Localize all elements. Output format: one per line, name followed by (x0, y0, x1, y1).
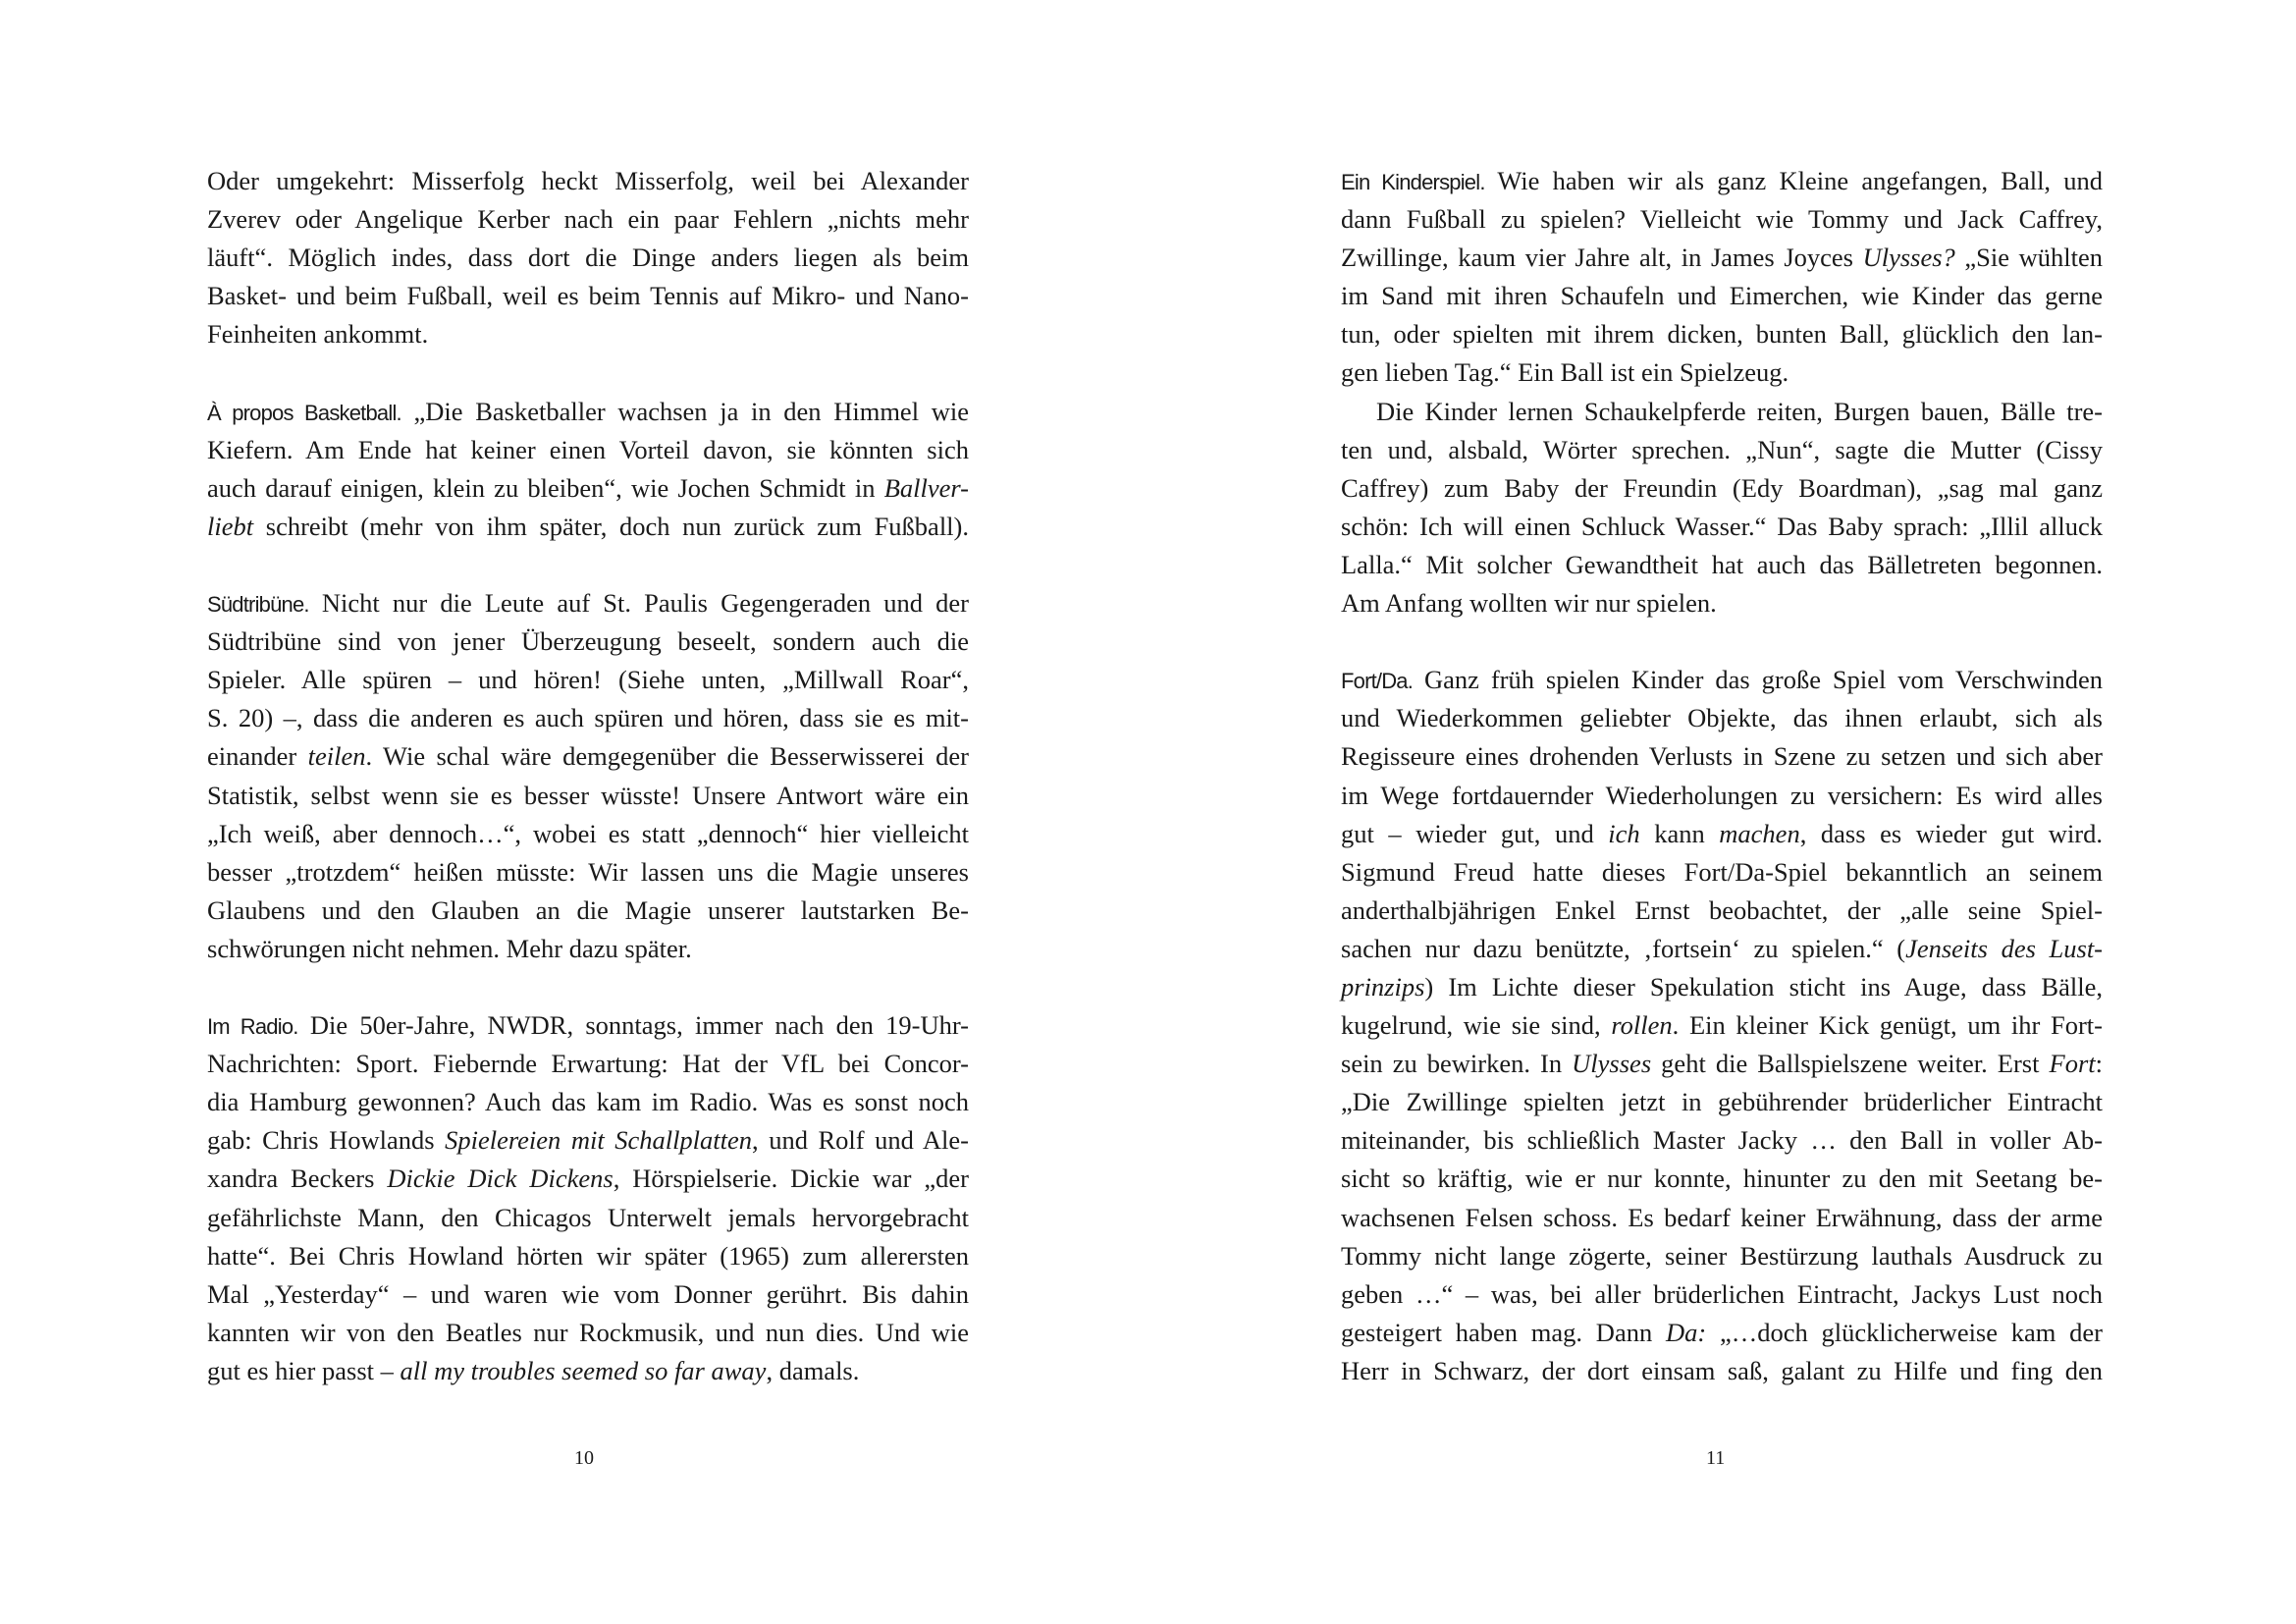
body-text: „Ich weiß, aber dennoch…“, wobei es statt „dennoch“ hier vielleicht (207, 818, 969, 848)
italic-text: rollen (1611, 1010, 1673, 1041)
section-heading: Ein Kinderspiel. (1341, 170, 1485, 194)
section-heading: Fort/Da. (1341, 669, 1414, 694)
text-line (1341, 1006, 2103, 1045)
body-text: , und Rolf und Ale- (752, 1125, 969, 1156)
body-text: ten und, alsbald, Wörter sprechen. „Nun“, sagte die Mutter (Cissy (1341, 434, 2103, 464)
text-line (207, 1314, 969, 1352)
body-text: sicht so kräftig, wie er nur konnte, hinunter zu den mit Seetang be- (1341, 1164, 2103, 1194)
text-line (207, 239, 969, 277)
text-line (1341, 508, 2103, 546)
body-text: gen lieben Tag.“ Ein Ball ist ein Spielzeug. (1341, 357, 1789, 388)
body-text: , dass es wieder gut wird. (1799, 818, 2104, 848)
body-text: Mal „Yesterday“ – und waren wie vom Donner gerührt. Bis dahin (207, 1278, 969, 1309)
text-line (1341, 699, 2103, 737)
body-text: tun, oder spielten mit ihrem dicken, bunten Ball, glücklich den lan- (1341, 319, 2103, 350)
body-text: sein zu bewirken. In (1341, 1049, 1573, 1079)
italic-text: machen (1719, 818, 1800, 848)
italic-text: all my troubles seemed so far away (400, 1355, 767, 1385)
body-text: Die Kinder lernen Schaukelpferde reiten, Burgen bauen, Bälle tre- (1376, 396, 2103, 426)
text-line (207, 1083, 969, 1121)
right-page-text (1341, 162, 2103, 1390)
body-text: Herr in Schwarz, der dort einsam saß, galant zu Hilfe und fing den (1341, 1355, 2103, 1385)
body-text: : (2095, 1049, 2104, 1079)
body-text: sachen nur dazu benützte, ‚fortsein‘ zu spielen.“ ( (1341, 933, 1906, 963)
body-text: „…doch glücklicherweise kam der (1706, 1317, 2103, 1347)
text-line (207, 1199, 969, 1237)
text-line (207, 1275, 969, 1314)
text-line (207, 1237, 969, 1275)
text-line (207, 162, 969, 200)
body-text: Ganz früh spielen Kinder das große Spiel vom Verschwinden (1413, 665, 2103, 695)
body-text: dia Hamburg gewonnen? Auch das kam im Radio. Was es sonst noch (207, 1087, 969, 1117)
text-line (207, 469, 969, 508)
text-line (207, 623, 969, 661)
text-line (207, 1160, 969, 1198)
text-line (1341, 1083, 2103, 1121)
text-line (207, 1121, 969, 1160)
body-text: kugelrund, wie sie sind, (1341, 1010, 1612, 1041)
body-text: einander (207, 741, 308, 772)
paragraph-gap (1341, 623, 2103, 661)
text-line (1341, 200, 2103, 239)
text-line (1341, 353, 2103, 392)
page-number-right: 11 (1706, 1447, 1726, 1469)
body-text: schwörungen nicht nehmen. Mehr dazu später. (207, 933, 692, 963)
body-text: schreibt (mehr von ihm später, doch nun zurück zum Fußball). (253, 511, 969, 541)
text-line (1341, 892, 2103, 930)
body-text: wachsenen Felsen schoss. Es bedarf keiner Erwähnung, dass der arme (1341, 1202, 2103, 1232)
italic-text: teilen (307, 741, 366, 772)
body-text: „Die Zwillinge spielten jetzt in gebührender brüderlicher Eintracht (1341, 1087, 2103, 1117)
body-text: Kiefern. Am Ende hat keiner einen Vorteil davon, sie könnten sich (207, 434, 969, 464)
text-line (207, 315, 969, 353)
body-text: kannten wir von den Beatles nur Rockmusik, und nun dies. Und wie (207, 1317, 969, 1347)
body-text: Glaubens und den Glauben an die Magie unserer lautstarken Be- (207, 894, 969, 925)
italic-text: Ballver- (883, 472, 969, 503)
body-text: läuft“. Möglich indes, dass dort die Dinge anders liegen als beim (207, 243, 969, 273)
body-text: gut es hier passt – (207, 1355, 400, 1385)
text-line (207, 277, 969, 315)
text-line (1341, 1160, 2103, 1198)
body-text: . Ein kleiner Kick genügt, um ihr Fort- (1672, 1010, 2103, 1041)
body-text: dann Fußball zu spielen? Vielleicht wie Tommy und Jack Caffrey, (1341, 204, 2103, 235)
text-line (207, 930, 969, 968)
text-line (1341, 930, 2103, 968)
body-text: Feinheiten ankommt. (207, 319, 429, 350)
section-heading: Südtribüne. (207, 592, 309, 618)
body-text: Nicht nur die Leute auf St. Paulis Gegengeraden und der (308, 588, 969, 619)
text-line (207, 699, 969, 737)
italic-text: Spielereien mit Schallplatten (445, 1125, 753, 1156)
text-line (207, 853, 969, 892)
body-text: Regisseure eines drohenden Verlusts in Szene zu setzen und sich aber (1341, 741, 2103, 772)
italic-text: Da: (1665, 1317, 1707, 1347)
section-heading: À propos Basketball. (207, 400, 401, 425)
body-text: Oder umgekehrt: Misserfolg heckt Misserfolg, weil bei Alexander (207, 166, 969, 195)
body-text: miteinander, bis schließlich Master Jacky … den Ball in voller Ab- (1341, 1125, 2103, 1156)
body-text: gefährlichste Mann, den Chicagos Unterwelt jemals hervorgebracht (207, 1202, 969, 1232)
body-text: , Hörspielserie. Dickie war „der (613, 1164, 969, 1194)
text-line (1341, 277, 2103, 315)
text-line (207, 1006, 969, 1045)
text-line (207, 1045, 969, 1083)
body-text: besser „trotzdem“ heißen müsste: Wir lassen uns die Magie unseres (207, 856, 969, 887)
body-text: Tommy nicht lange zögerte, seiner Bestürzung lauthals Ausdruck zu (1341, 1240, 2103, 1271)
italic-text: Ulysses? (1862, 243, 1955, 273)
text-line (1341, 968, 2103, 1006)
text-line (1341, 1199, 2103, 1237)
body-text: „Die Basketballer wachsen ja in den Himmel wie (400, 396, 969, 426)
text-line (1341, 853, 2103, 892)
body-text: Die 50er-Jahre, NWDR, sonntags, immer nach den 19-Uhr- (297, 1010, 969, 1041)
text-line (207, 393, 969, 431)
body-text: schön: Ich will einen Schluck Wasser.“ Das Baby sprach: „Illil alluck (1341, 511, 2103, 541)
text-line (207, 1352, 969, 1390)
text-line (1341, 1045, 2103, 1083)
text-line (1341, 1121, 2103, 1160)
body-text: Am Anfang wollten wir nur spielen. (1341, 588, 1717, 619)
italic-text: Dickie Dick Dickens (387, 1164, 614, 1194)
text-line (207, 815, 969, 853)
text-line (1341, 1275, 2103, 1314)
text-line (1341, 469, 2103, 508)
body-text: hatte“. Bei Chris Howland hörten wir später (1965) zum allerersten (207, 1240, 969, 1271)
body-text: und Wiederkommen geliebter Objekte, das ihnen erlaubt, sich als (1341, 703, 2103, 733)
body-text: auch darauf einigen, klein zu bleiben“, wie Jochen Schmidt in (207, 472, 884, 503)
body-text: Nachrichten: Sport. Fiebernde Erwartung: Hat der VfL bei Concor- (207, 1049, 969, 1079)
body-text: gut – wieder gut, und (1341, 818, 1609, 848)
body-text: Zverev oder Angelique Kerber nach ein paar Fehlern „nichts mehr (207, 204, 969, 235)
text-line (207, 892, 969, 930)
italic-text: Fort (2049, 1049, 2096, 1079)
body-text: Zwillinge, kaum vier Jahre alt, in James Joyces (1341, 243, 1863, 273)
body-text: geht die Ballspielszene weiter. Erst (1651, 1049, 2050, 1079)
text-line (1341, 1352, 2103, 1390)
body-text: geben …“ – was, bei aller brüderlichen Eintracht, Jackys Lust noch (1341, 1278, 2103, 1309)
body-text: Sigmund Freud hatte dieses Fort/Da-Spiel bekanntlich an seinem (1341, 856, 2103, 887)
body-text: im Sand mit ihren Schaufeln und Eimerchen, wie Kinder das gerne (1341, 281, 2103, 311)
italic-text: ich (1608, 818, 1640, 848)
text-line (1341, 815, 2103, 853)
body-text: gesteigert haben mag. Dann (1341, 1317, 1666, 1347)
body-text: Caffrey) zum Baby der Freundin (Edy Boardman), „sag mal ganz (1341, 472, 2103, 503)
text-line (1341, 239, 2103, 277)
body-text: ) Im Lichte dieser Spekulation sticht ins Auge, dass Bälle, (1424, 971, 2103, 1001)
text-line (207, 661, 969, 699)
page-number-left: 10 (574, 1447, 594, 1469)
body-text: Statistik, selbst wenn sie es besser wüsste! Unsere Antwort wäre ein (207, 780, 969, 810)
body-text: gab: Chris Howlands (207, 1125, 446, 1156)
text-line (1341, 315, 2103, 353)
text-line (207, 584, 969, 623)
text-line (1341, 431, 2103, 469)
italic-text: prinzips (1341, 971, 1425, 1001)
text-line (1341, 1237, 2103, 1275)
body-text: Lalla.“ Mit solcher Gewandtheit hat auch das Bälletreten begonnen. (1341, 549, 2103, 579)
body-text: Wie haben wir als ganz Kleine angefangen, Ball, und (1484, 166, 2104, 195)
body-text: Südtribüne sind von jener Überzeugung beseelt, sondern auch die (207, 626, 969, 657)
text-line (207, 431, 969, 469)
body-text: Basket- und beim Fußball, weil es beim Tennis auf Mikro- und Nano- (207, 281, 969, 311)
text-line (1341, 393, 2103, 431)
paragraph-gap (207, 353, 969, 392)
body-text: „Sie wühlten (1954, 243, 2103, 273)
text-line (207, 737, 969, 776)
italic-text: Ulysses (1572, 1049, 1652, 1079)
body-text: . Wie schal wäre demgegenüber die Besserwisserei der (365, 741, 969, 772)
section-heading: Im Radio. (207, 1014, 298, 1040)
text-line (1341, 661, 2103, 699)
body-text: Spieler. Alle spüren – und hören! (Siehe unten, „Millwall Roar“, (207, 665, 969, 695)
text-line (1341, 777, 2103, 815)
left-page-text (207, 162, 969, 1390)
text-line (207, 777, 969, 815)
text-line (207, 200, 969, 239)
text-line (207, 508, 969, 546)
italic-text: Jenseits des Lust- (1905, 933, 2104, 963)
body-text: anderthalbjährigen Enkel Ernst beobachtet, der „alle seine Spiel- (1341, 894, 2103, 925)
italic-text: liebt (207, 511, 254, 541)
text-line (1341, 162, 2103, 200)
body-text: kann (1639, 818, 1720, 848)
text-line (1341, 584, 2103, 623)
body-text: , damals. (766, 1355, 860, 1385)
text-line (1341, 737, 2103, 776)
paragraph-gap (207, 546, 969, 584)
body-text: xandra Beckers (207, 1164, 388, 1194)
body-text: im Wege fortdauernder Wiederholungen zu versichern: Es wird alles (1341, 780, 2103, 810)
body-text: S. 20) –, dass die anderen es auch spüren und hören, dass sie es mit- (207, 703, 969, 733)
text-line (1341, 1314, 2103, 1352)
paragraph-gap (207, 968, 969, 1006)
text-line (1341, 546, 2103, 584)
